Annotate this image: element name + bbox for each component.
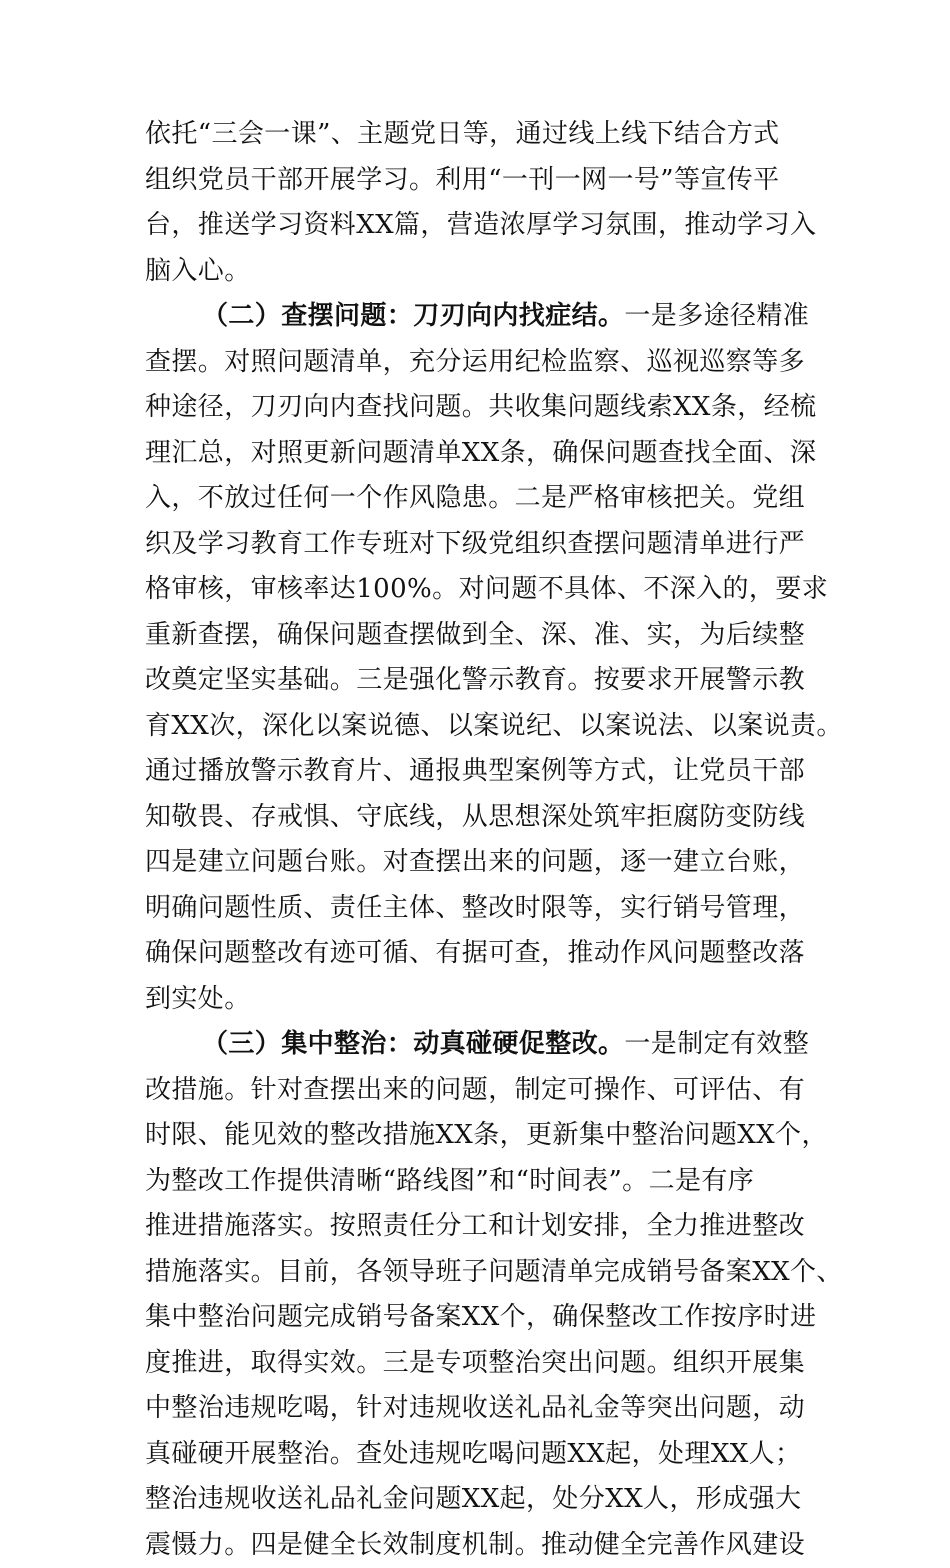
text-line: 依托“三会一课”、主题党日等，通过线上线下结合方式 [145, 112, 835, 158]
text-line: 确保问题整改有迹可循、有据可查，推动作风问题整改落 [145, 931, 835, 977]
text-line: 通过播放警示教育片、通报典型案例等方式，让党员干部 [145, 749, 835, 795]
paragraph-problem-finding [145, 294, 835, 1022]
text-line: 种途径，刀刃向内查找问题。共收集问题线索XX条，经梳 [145, 385, 835, 431]
text-line: 推进措施落实。按照责任分工和计划安排，全力推进整改 [145, 1204, 835, 1250]
paragraph-first-line [145, 294, 835, 340]
text-line: 真碰硬开展整治。查处违规吃喝问题XX起，处理XX人； [145, 1432, 835, 1478]
text-line: 改措施。针对查摆出来的问题，制定可操作、可评估、有 [145, 1068, 835, 1114]
text-line: 改奠定坚实基础。三是强化警示教育。按要求开展警示教 [145, 658, 835, 704]
paragraph-first-line [145, 1022, 835, 1068]
text-line: 措施落实。目前，各领导班子问题清单完成销号备案XX个、 [145, 1250, 835, 1296]
text-line: 织及学习教育工作专班对下级党组织查摆问题清单进行严 [145, 522, 835, 568]
document-body [145, 112, 835, 1568]
text-run: 一是制定有效整 [624, 1029, 809, 1059]
text-line: 震慑力。四是健全长效制度机制。推动健全完善作风建设 [145, 1523, 835, 1568]
text-line: 理汇总，对照更新问题清单XX条，确保问题查找全面、深 [145, 431, 835, 477]
text-line: 育XX次，深化以案说德、以案说纪、以案说法、以案说责。 [145, 704, 835, 750]
text-line: 时限、能见效的整改措施XX条，更新集中整治问题XX个， [145, 1113, 835, 1159]
section-heading: （三）集中整治：动真碰硬促整改。 [202, 1029, 624, 1059]
paragraph-study [145, 112, 835, 294]
section-heading: （二）查摆问题：刀刃向内找症结。 [202, 301, 624, 331]
text-line: 到实处。 [145, 977, 835, 1023]
text-line: 台，推送学习资料XX篇，营造浓厚学习氛围，推动学习入 [145, 203, 835, 249]
text-line: 入，不放过任何一个作风隐患。二是严格审核把关。党组 [145, 476, 835, 522]
text-line: 整治违规收送礼品礼金问题XX起，处分XX人，形成强大 [145, 1477, 835, 1523]
text-line: 集中整治问题完成销号备案XX个，确保整改工作按序时进 [145, 1295, 835, 1341]
text-line: 重新查摆，确保问题查摆做到全、深、准、实，为后续整 [145, 613, 835, 659]
text-line: 知敬畏、存戒惧、守底线，从思想深处筑牢拒腐防变防线 [145, 795, 835, 841]
text-line: 为整改工作提供清晰“路线图”和“时间表”。二是有序 [145, 1159, 835, 1205]
text-line: 组织党员干部开展学习。利用“一刊一网一号”等宣传平 [145, 158, 835, 204]
text-line: 脑入心。 [145, 249, 835, 295]
paragraph-rectification [145, 1022, 835, 1568]
text-line: 查摆。对照问题清单，充分运用纪检监察、巡视巡察等多 [145, 340, 835, 386]
text-run: 一是多途径精准 [624, 301, 809, 331]
text-line: 中整治违规吃喝，针对违规收送礼品礼金等突出问题，动 [145, 1386, 835, 1432]
text-line: 明确问题性质、责任主体、整改时限等，实行销号管理， [145, 886, 835, 932]
text-line: 度推进，取得实效。三是专项整治突出问题。组织开展集 [145, 1341, 835, 1387]
text-line: 格审核，审核率达100%。对问题不具体、不深入的，要求 [145, 567, 835, 613]
text-line: 四是建立问题台账。对查摆出来的问题，逐一建立台账， [145, 840, 835, 886]
